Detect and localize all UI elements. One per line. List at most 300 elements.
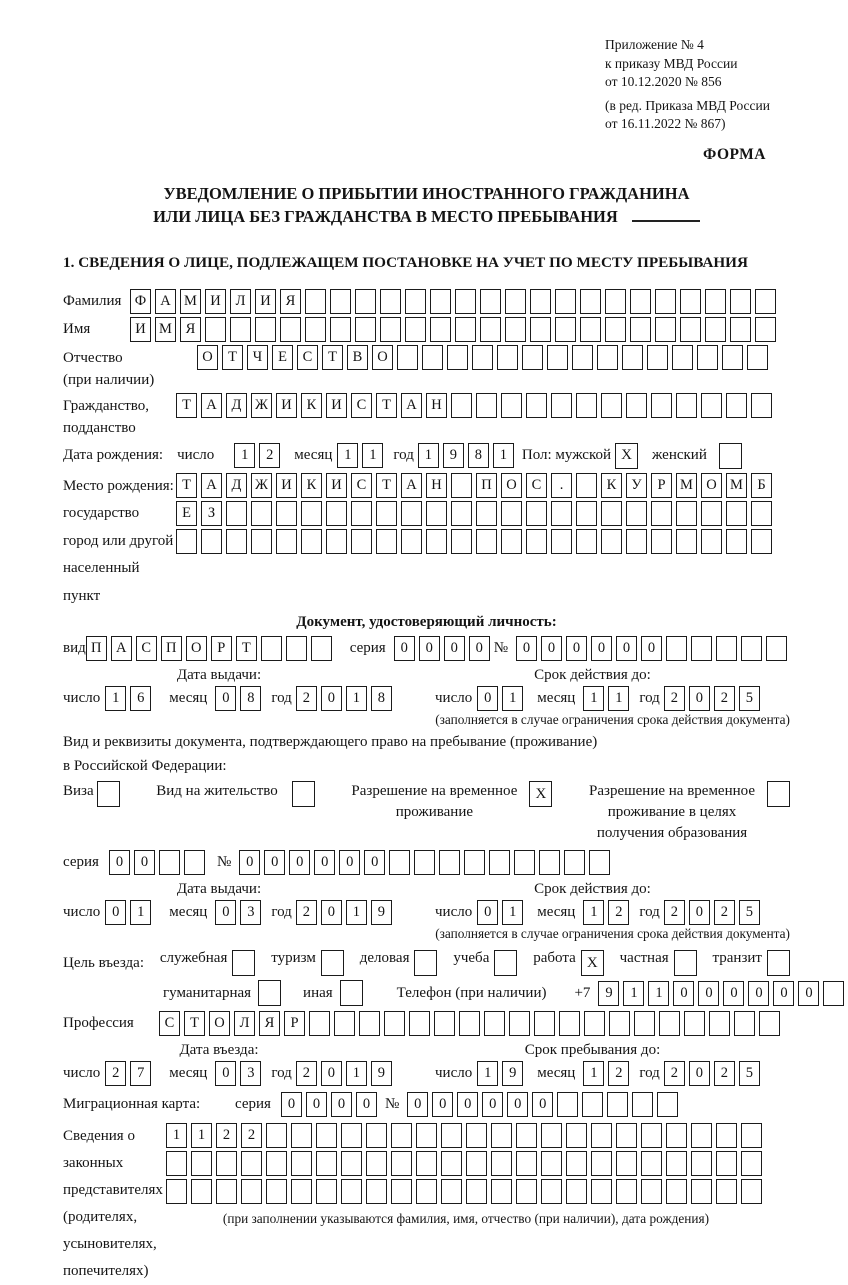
form-cell[interactable]: 2 xyxy=(608,900,629,925)
form-cell[interactable] xyxy=(216,1179,237,1204)
form-cell[interactable] xyxy=(291,1123,312,1148)
form-cell[interactable] xyxy=(466,1123,487,1148)
form-cell[interactable]: 0 xyxy=(723,981,744,1006)
form-cell[interactable] xyxy=(705,289,726,314)
form-cell[interactable] xyxy=(391,1151,412,1176)
form-cell[interactable] xyxy=(726,393,747,418)
form-cell[interactable] xyxy=(691,1179,712,1204)
form-cell[interactable]: 0 xyxy=(331,1092,352,1117)
form-cell[interactable] xyxy=(755,289,776,314)
form-cell[interactable] xyxy=(576,393,597,418)
turizm-checkbox[interactable] xyxy=(321,950,344,976)
form-cell[interactable] xyxy=(380,317,401,342)
residence-permit-checkbox[interactable] xyxy=(292,781,315,807)
form-cell[interactable]: 0 xyxy=(516,636,537,661)
form-cell[interactable] xyxy=(451,529,472,554)
form-cell[interactable] xyxy=(659,1011,680,1036)
form-cell[interactable] xyxy=(484,1011,505,1036)
form-cell[interactable]: Н xyxy=(426,473,447,498)
form-cell[interactable]: 0 xyxy=(616,636,637,661)
form-cell[interactable] xyxy=(551,529,572,554)
form-cell[interactable]: 0 xyxy=(215,686,236,711)
form-cell[interactable] xyxy=(451,393,472,418)
form-cell[interactable] xyxy=(491,1123,512,1148)
form-cell[interactable]: С xyxy=(526,473,547,498)
form-cell[interactable]: Е xyxy=(176,501,197,526)
form-cell[interactable] xyxy=(380,289,401,314)
form-cell[interactable] xyxy=(366,1123,387,1148)
form-cell[interactable] xyxy=(541,1179,562,1204)
form-cell[interactable] xyxy=(401,529,422,554)
form-cell[interactable]: И xyxy=(326,393,347,418)
form-cell[interactable] xyxy=(205,317,226,342)
form-cell[interactable] xyxy=(676,393,697,418)
form-cell[interactable]: К xyxy=(301,393,322,418)
sex-male-checkbox[interactable]: X xyxy=(615,443,638,469)
form-cell[interactable]: Ч xyxy=(247,345,268,370)
form-cell[interactable]: Я xyxy=(280,289,301,314)
form-cell[interactable]: 1 xyxy=(166,1123,187,1148)
form-cell[interactable] xyxy=(741,1123,762,1148)
form-cell[interactable]: С xyxy=(351,393,372,418)
form-cell[interactable]: 5 xyxy=(739,1061,760,1086)
temp-residence-edu-checkbox[interactable] xyxy=(767,781,790,807)
form-cell[interactable]: 9 xyxy=(443,443,464,468)
form-cell[interactable] xyxy=(305,317,326,342)
form-cell[interactable] xyxy=(634,1011,655,1036)
form-cell[interactable]: 2 xyxy=(664,686,685,711)
form-cell[interactable] xyxy=(416,1123,437,1148)
form-cell[interactable] xyxy=(416,1151,437,1176)
form-cell[interactable] xyxy=(391,1123,412,1148)
form-cell[interactable] xyxy=(709,1011,730,1036)
form-cell[interactable] xyxy=(451,473,472,498)
form-cell[interactable]: О xyxy=(209,1011,230,1036)
form-cell[interactable] xyxy=(201,529,222,554)
form-cell[interactable]: 0 xyxy=(321,900,342,925)
form-cell[interactable] xyxy=(655,317,676,342)
form-cell[interactable] xyxy=(441,1151,462,1176)
form-cell[interactable] xyxy=(541,1123,562,1148)
form-cell[interactable]: Ж xyxy=(251,393,272,418)
form-cell[interactable]: 0 xyxy=(457,1092,478,1117)
form-cell[interactable]: А xyxy=(155,289,176,314)
form-cell[interactable] xyxy=(701,393,722,418)
form-cell[interactable] xyxy=(676,529,697,554)
form-cell[interactable] xyxy=(551,501,572,526)
form-cell[interactable] xyxy=(330,317,351,342)
form-cell[interactable]: 1 xyxy=(362,443,383,468)
form-cell[interactable] xyxy=(691,636,712,661)
form-cell[interactable]: Ф xyxy=(130,289,151,314)
form-cell[interactable] xyxy=(647,345,668,370)
form-cell[interactable]: 1 xyxy=(477,1061,498,1086)
form-cell[interactable] xyxy=(580,289,601,314)
form-cell[interactable]: 0 xyxy=(477,900,498,925)
form-cell[interactable]: 0 xyxy=(364,850,385,875)
form-cell[interactable]: И xyxy=(326,473,347,498)
form-cell[interactable] xyxy=(716,1123,737,1148)
form-cell[interactable] xyxy=(464,850,485,875)
form-cell[interactable] xyxy=(276,501,297,526)
form-cell[interactable]: С xyxy=(351,473,372,498)
form-cell[interactable] xyxy=(666,1151,687,1176)
form-cell[interactable] xyxy=(301,501,322,526)
form-cell[interactable] xyxy=(755,317,776,342)
form-cell[interactable]: 0 xyxy=(321,686,342,711)
form-cell[interactable] xyxy=(491,1179,512,1204)
form-cell[interactable] xyxy=(434,1011,455,1036)
form-cell[interactable]: 2 xyxy=(105,1061,126,1086)
form-cell[interactable] xyxy=(741,636,762,661)
form-cell[interactable] xyxy=(730,289,751,314)
form-cell[interactable] xyxy=(701,501,722,526)
form-cell[interactable]: 0 xyxy=(689,900,710,925)
form-cell[interactable]: Д xyxy=(226,393,247,418)
form-cell[interactable]: 1 xyxy=(346,686,367,711)
form-cell[interactable] xyxy=(514,850,535,875)
form-cell[interactable]: 1 xyxy=(191,1123,212,1148)
form-cell[interactable] xyxy=(291,1151,312,1176)
form-cell[interactable] xyxy=(605,289,626,314)
form-cell[interactable]: 0 xyxy=(698,981,719,1006)
form-cell[interactable]: О xyxy=(197,345,218,370)
form-cell[interactable]: 1 xyxy=(130,900,151,925)
form-cell[interactable]: 9 xyxy=(371,1061,392,1086)
form-cell[interactable]: 2 xyxy=(241,1123,262,1148)
delovaya-checkbox[interactable] xyxy=(414,950,437,976)
form-cell[interactable] xyxy=(251,529,272,554)
form-cell[interactable]: 0 xyxy=(773,981,794,1006)
form-cell[interactable]: 0 xyxy=(689,686,710,711)
form-cell[interactable] xyxy=(672,345,693,370)
form-cell[interactable] xyxy=(441,1179,462,1204)
form-cell[interactable] xyxy=(305,289,326,314)
form-cell[interactable]: М xyxy=(726,473,747,498)
form-cell[interactable] xyxy=(226,529,247,554)
form-cell[interactable]: И xyxy=(205,289,226,314)
form-cell[interactable]: Ж xyxy=(251,473,272,498)
form-cell[interactable]: К xyxy=(301,473,322,498)
form-cell[interactable]: 0 xyxy=(339,850,360,875)
form-cell[interactable] xyxy=(316,1151,337,1176)
form-cell[interactable] xyxy=(405,317,426,342)
form-cell[interactable] xyxy=(316,1179,337,1204)
form-cell[interactable]: Т xyxy=(176,393,197,418)
form-cell[interactable] xyxy=(397,345,418,370)
form-cell[interactable] xyxy=(557,1092,578,1117)
form-cell[interactable] xyxy=(747,345,768,370)
form-cell[interactable] xyxy=(741,1179,762,1204)
form-cell[interactable] xyxy=(376,529,397,554)
form-cell[interactable] xyxy=(391,1179,412,1204)
form-cell[interactable] xyxy=(251,501,272,526)
form-cell[interactable] xyxy=(159,850,180,875)
form-cell[interactable] xyxy=(439,850,460,875)
form-cell[interactable] xyxy=(539,850,560,875)
form-cell[interactable]: 7 xyxy=(130,1061,151,1086)
form-cell[interactable] xyxy=(326,501,347,526)
form-cell[interactable]: О xyxy=(372,345,393,370)
visa-checkbox[interactable] xyxy=(97,781,120,807)
form-cell[interactable]: П xyxy=(476,473,497,498)
form-cell[interactable] xyxy=(751,393,772,418)
form-cell[interactable]: 8 xyxy=(468,443,489,468)
form-cell[interactable]: И xyxy=(276,473,297,498)
form-cell[interactable]: 8 xyxy=(240,686,261,711)
form-cell[interactable]: О xyxy=(186,636,207,661)
form-cell[interactable] xyxy=(416,1179,437,1204)
form-cell[interactable] xyxy=(766,636,787,661)
form-cell[interactable]: 0 xyxy=(109,850,130,875)
form-cell[interactable] xyxy=(384,1011,405,1036)
form-cell[interactable] xyxy=(576,529,597,554)
form-cell[interactable] xyxy=(641,1151,662,1176)
form-cell[interactable]: Т xyxy=(322,345,343,370)
form-cell[interactable] xyxy=(547,345,568,370)
form-cell[interactable]: Р xyxy=(651,473,672,498)
form-cell[interactable]: Р xyxy=(284,1011,305,1036)
form-cell[interactable] xyxy=(605,317,626,342)
form-cell[interactable] xyxy=(366,1179,387,1204)
form-cell[interactable]: 0 xyxy=(673,981,694,1006)
form-cell[interactable]: 0 xyxy=(591,636,612,661)
form-cell[interactable] xyxy=(616,1151,637,1176)
form-cell[interactable]: 9 xyxy=(371,900,392,925)
form-cell[interactable]: О xyxy=(701,473,722,498)
form-cell[interactable] xyxy=(691,1123,712,1148)
form-cell[interactable] xyxy=(716,1151,737,1176)
form-cell[interactable] xyxy=(409,1011,430,1036)
form-cell[interactable] xyxy=(609,1011,630,1036)
form-cell[interactable]: 2 xyxy=(296,1061,317,1086)
temp-residence-checkbox[interactable]: X xyxy=(529,781,552,807)
form-cell[interactable]: . xyxy=(551,473,572,498)
form-cell[interactable] xyxy=(472,345,493,370)
form-cell[interactable] xyxy=(466,1179,487,1204)
form-cell[interactable] xyxy=(534,1011,555,1036)
form-cell[interactable]: У xyxy=(626,473,647,498)
form-cell[interactable] xyxy=(351,529,372,554)
form-cell[interactable]: Т xyxy=(376,473,397,498)
form-cell[interactable]: С xyxy=(297,345,318,370)
form-cell[interactable] xyxy=(505,289,526,314)
form-cell[interactable]: А xyxy=(401,393,422,418)
form-cell[interactable]: 1 xyxy=(608,686,629,711)
form-cell[interactable] xyxy=(266,1151,287,1176)
form-cell[interactable]: 2 xyxy=(216,1123,237,1148)
form-cell[interactable]: Д xyxy=(226,473,247,498)
form-cell[interactable] xyxy=(641,1123,662,1148)
form-cell[interactable] xyxy=(226,501,247,526)
form-cell[interactable] xyxy=(261,636,282,661)
form-cell[interactable]: 0 xyxy=(356,1092,377,1117)
form-cell[interactable] xyxy=(166,1151,187,1176)
form-cell[interactable]: 0 xyxy=(394,636,415,661)
form-cell[interactable]: 0 xyxy=(469,636,490,661)
form-cell[interactable]: 5 xyxy=(739,686,760,711)
form-cell[interactable] xyxy=(466,1151,487,1176)
chastnaya-checkbox[interactable] xyxy=(674,950,697,976)
form-cell[interactable]: М xyxy=(180,289,201,314)
form-cell[interactable]: А xyxy=(201,393,222,418)
form-cell[interactable] xyxy=(730,317,751,342)
form-cell[interactable]: 0 xyxy=(432,1092,453,1117)
form-cell[interactable]: 1 xyxy=(583,900,604,925)
form-cell[interactable] xyxy=(309,1011,330,1036)
form-cell[interactable] xyxy=(447,345,468,370)
form-cell[interactable] xyxy=(616,1179,637,1204)
form-cell[interactable] xyxy=(626,529,647,554)
form-cell[interactable] xyxy=(326,529,347,554)
ucheba-checkbox[interactable] xyxy=(494,950,517,976)
form-cell[interactable] xyxy=(630,289,651,314)
form-cell[interactable] xyxy=(597,345,618,370)
form-cell[interactable]: 1 xyxy=(623,981,644,1006)
form-cell[interactable] xyxy=(341,1123,362,1148)
form-cell[interactable]: 0 xyxy=(482,1092,503,1117)
form-cell[interactable] xyxy=(722,345,743,370)
form-cell[interactable] xyxy=(355,289,376,314)
form-cell[interactable] xyxy=(676,501,697,526)
form-cell[interactable]: О xyxy=(501,473,522,498)
form-cell[interactable] xyxy=(311,636,332,661)
form-cell[interactable] xyxy=(601,393,622,418)
form-cell[interactable] xyxy=(576,501,597,526)
form-cell[interactable]: 0 xyxy=(748,981,769,1006)
form-cell[interactable]: Л xyxy=(230,289,251,314)
form-cell[interactable]: 0 xyxy=(689,1061,710,1086)
form-cell[interactable] xyxy=(355,317,376,342)
form-cell[interactable] xyxy=(301,529,322,554)
form-cell[interactable] xyxy=(401,501,422,526)
form-cell[interactable]: 0 xyxy=(507,1092,528,1117)
gumanitarnaya-checkbox[interactable] xyxy=(258,980,281,1006)
form-cell[interactable]: 2 xyxy=(664,1061,685,1086)
form-cell[interactable]: 0 xyxy=(419,636,440,661)
form-cell[interactable]: 1 xyxy=(493,443,514,468)
form-cell[interactable] xyxy=(389,850,410,875)
form-cell[interactable] xyxy=(655,289,676,314)
form-cell[interactable] xyxy=(491,1151,512,1176)
form-cell[interactable]: 3 xyxy=(240,900,261,925)
form-cell[interactable]: 2 xyxy=(664,900,685,925)
form-cell[interactable] xyxy=(576,473,597,498)
form-cell[interactable] xyxy=(526,501,547,526)
form-cell[interactable] xyxy=(516,1123,537,1148)
form-cell[interactable] xyxy=(291,1179,312,1204)
form-cell[interactable]: С xyxy=(159,1011,180,1036)
form-cell[interactable] xyxy=(414,850,435,875)
form-cell[interactable] xyxy=(341,1151,362,1176)
form-cell[interactable]: В xyxy=(347,345,368,370)
form-cell[interactable]: Б xyxy=(751,473,772,498)
form-cell[interactable]: 0 xyxy=(281,1092,302,1117)
form-cell[interactable]: 6 xyxy=(130,686,151,711)
form-cell[interactable] xyxy=(230,317,251,342)
form-cell[interactable] xyxy=(680,317,701,342)
form-cell[interactable]: 1 xyxy=(418,443,439,468)
form-cell[interactable] xyxy=(580,317,601,342)
form-cell[interactable]: Т xyxy=(236,636,257,661)
form-cell[interactable] xyxy=(823,981,844,1006)
form-cell[interactable]: 9 xyxy=(502,1061,523,1086)
form-cell[interactable] xyxy=(691,1151,712,1176)
form-cell[interactable]: 1 xyxy=(502,900,523,925)
form-cell[interactable] xyxy=(589,850,610,875)
form-cell[interactable] xyxy=(759,1011,780,1036)
form-cell[interactable] xyxy=(616,1123,637,1148)
form-cell[interactable]: 0 xyxy=(264,850,285,875)
form-cell[interactable] xyxy=(426,529,447,554)
form-cell[interactable] xyxy=(191,1151,212,1176)
form-cell[interactable] xyxy=(657,1092,678,1117)
form-cell[interactable] xyxy=(430,289,451,314)
form-cell[interactable] xyxy=(166,1179,187,1204)
form-cell[interactable] xyxy=(582,1092,603,1117)
form-cell[interactable] xyxy=(426,501,447,526)
form-cell[interactable]: 2 xyxy=(259,443,280,468)
form-cell[interactable] xyxy=(476,501,497,526)
form-cell[interactable]: 0 xyxy=(215,1061,236,1086)
form-cell[interactable] xyxy=(526,393,547,418)
form-cell[interactable]: 0 xyxy=(239,850,260,875)
form-cell[interactable] xyxy=(351,501,372,526)
form-cell[interactable] xyxy=(216,1151,237,1176)
form-cell[interactable]: Т xyxy=(222,345,243,370)
form-cell[interactable] xyxy=(566,1151,587,1176)
form-cell[interactable]: А xyxy=(201,473,222,498)
form-cell[interactable]: Т xyxy=(176,473,197,498)
form-cell[interactable] xyxy=(176,529,197,554)
form-cell[interactable] xyxy=(651,501,672,526)
form-cell[interactable] xyxy=(191,1179,212,1204)
form-cell[interactable]: М xyxy=(155,317,176,342)
form-cell[interactable] xyxy=(626,501,647,526)
form-cell[interactable]: 0 xyxy=(321,1061,342,1086)
form-cell[interactable] xyxy=(591,1151,612,1176)
form-cell[interactable] xyxy=(501,529,522,554)
form-cell[interactable]: 0 xyxy=(134,850,155,875)
form-cell[interactable] xyxy=(241,1151,262,1176)
form-cell[interactable] xyxy=(341,1179,362,1204)
form-cell[interactable]: 1 xyxy=(346,1061,367,1086)
form-cell[interactable] xyxy=(541,1151,562,1176)
form-cell[interactable] xyxy=(601,529,622,554)
form-cell[interactable] xyxy=(184,850,205,875)
form-cell[interactable]: 3 xyxy=(240,1061,261,1086)
form-cell[interactable]: 0 xyxy=(541,636,562,661)
form-cell[interactable]: 2 xyxy=(296,686,317,711)
sex-female-checkbox[interactable] xyxy=(719,443,742,469)
form-cell[interactable] xyxy=(530,289,551,314)
form-cell[interactable]: И xyxy=(130,317,151,342)
inaya-checkbox[interactable] xyxy=(340,980,363,1006)
form-cell[interactable] xyxy=(666,1179,687,1204)
form-cell[interactable] xyxy=(551,393,572,418)
form-cell[interactable] xyxy=(526,529,547,554)
form-cell[interactable] xyxy=(266,1123,287,1148)
form-cell[interactable]: З xyxy=(201,501,222,526)
form-cell[interactable] xyxy=(497,345,518,370)
form-cell[interactable] xyxy=(334,1011,355,1036)
form-cell[interactable] xyxy=(701,529,722,554)
form-cell[interactable] xyxy=(530,317,551,342)
form-cell[interactable] xyxy=(680,289,701,314)
form-cell[interactable]: 0 xyxy=(215,900,236,925)
form-cell[interactable] xyxy=(751,501,772,526)
form-cell[interactable] xyxy=(430,317,451,342)
